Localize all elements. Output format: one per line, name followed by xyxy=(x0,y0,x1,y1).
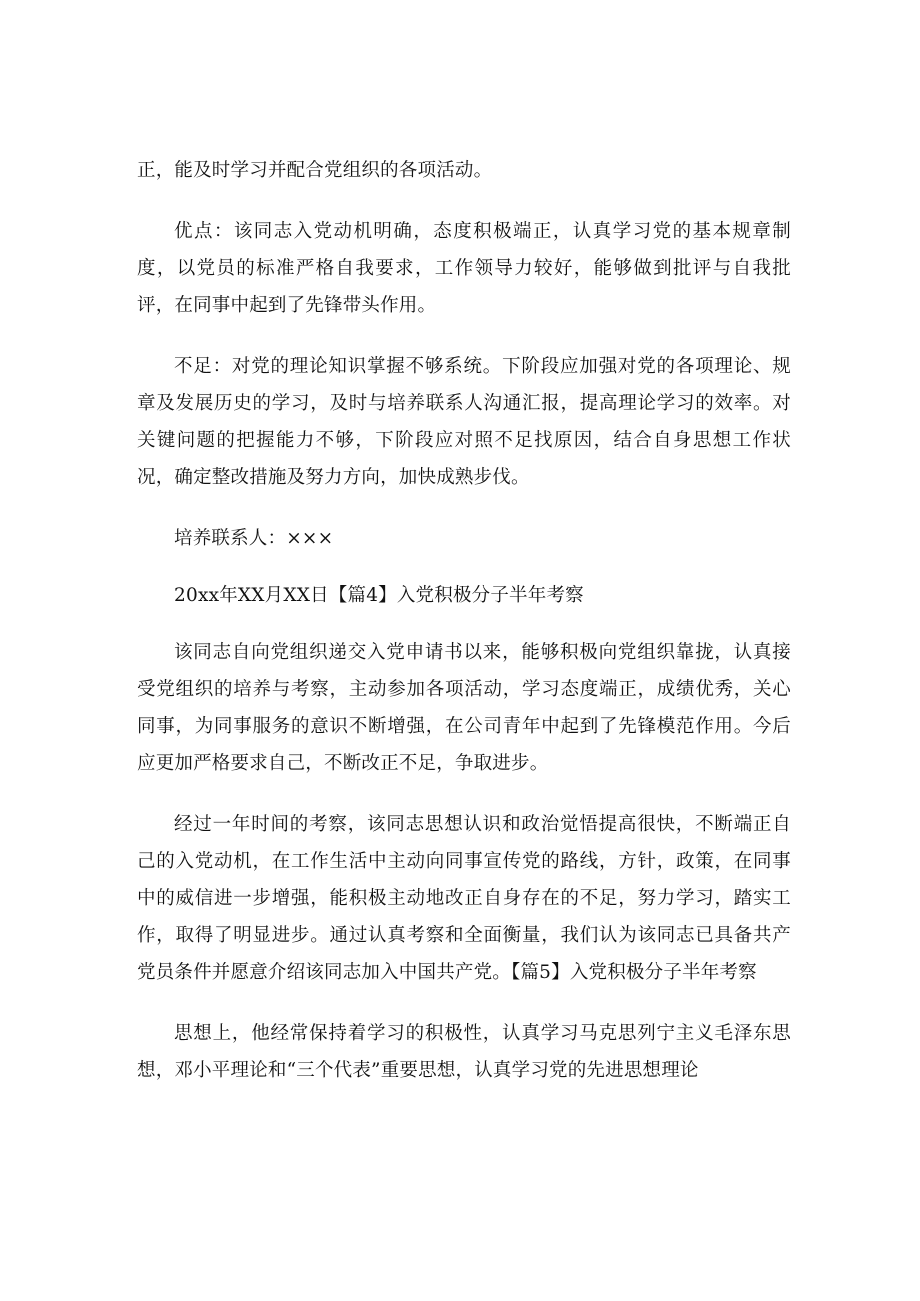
paragraph-contact-person: 培养联系人：××× xyxy=(174,528,334,549)
paragraph-date-heading: 20xx年XX月XX日【篇4】入党积极分子半年考察 xyxy=(174,585,584,606)
paragraph-continuation: 正，能及时学习并配合党组织的各项活动。 xyxy=(137,160,493,181)
paragraph-review-4: 该同志自向党组织递交入党申请书以来，能够积极向党组织靠拢，认真接受党组织的培养与考察，主动参加各项活动，学习态度端正，成绩优秀，关心同事，为同事服务的意识不断增强，在公司青年中起到了先锋模范作用。今后应更加严格要求自己，不断改正不足，争取进步。 xyxy=(137,642,791,774)
paragraph-strengths: 优点：该同志入党动机明确，态度积极端正，认真学习党的基本规章制度，以党员的标准严格自我要求，工作领导力较好，能够做到批评与自我批评，在同事中起到了先锋带头作用。 xyxy=(137,221,791,316)
paragraph-assessment: 经过一年时间的考察，该同志思想认识和政治觉悟提高很快，不断端正自己的入党动机，在工作生活中主动向同事宣传党的路线，方针，政策，在同事中的威信进一步增强，能积极主动地改正自身存在的不足，努力学习，踏实工作，取得了明显进步。通过认真考察和全面衡量，我们认为该同志已具备共产党员条件并愿意介绍该同志加入中国共产党。【篇5】入党积极分子半年考察 xyxy=(137,814,791,983)
document-body xyxy=(137,152,791,1113)
paragraph-review-5: 思想上，他经常保持着学习的积极性，认真学习马克思列宁主义毛泽东思想，邓小平理论和“三个代表”重要思想，认真学习党的先进思想理论 xyxy=(137,1023,791,1081)
paragraph-shortcomings: 不足：对党的理论知识掌握不够系统。下阶段应加强对党的各项理论、规章及发展历史的学习，及时与培养联系人沟通汇报，提高理论学习的效率。对关键问题的把握能力不够，下阶段应对照不足找原因，结合自身思想工作状况，确定整改措施及努力方向，加快成熟步伐。 xyxy=(137,356,791,488)
